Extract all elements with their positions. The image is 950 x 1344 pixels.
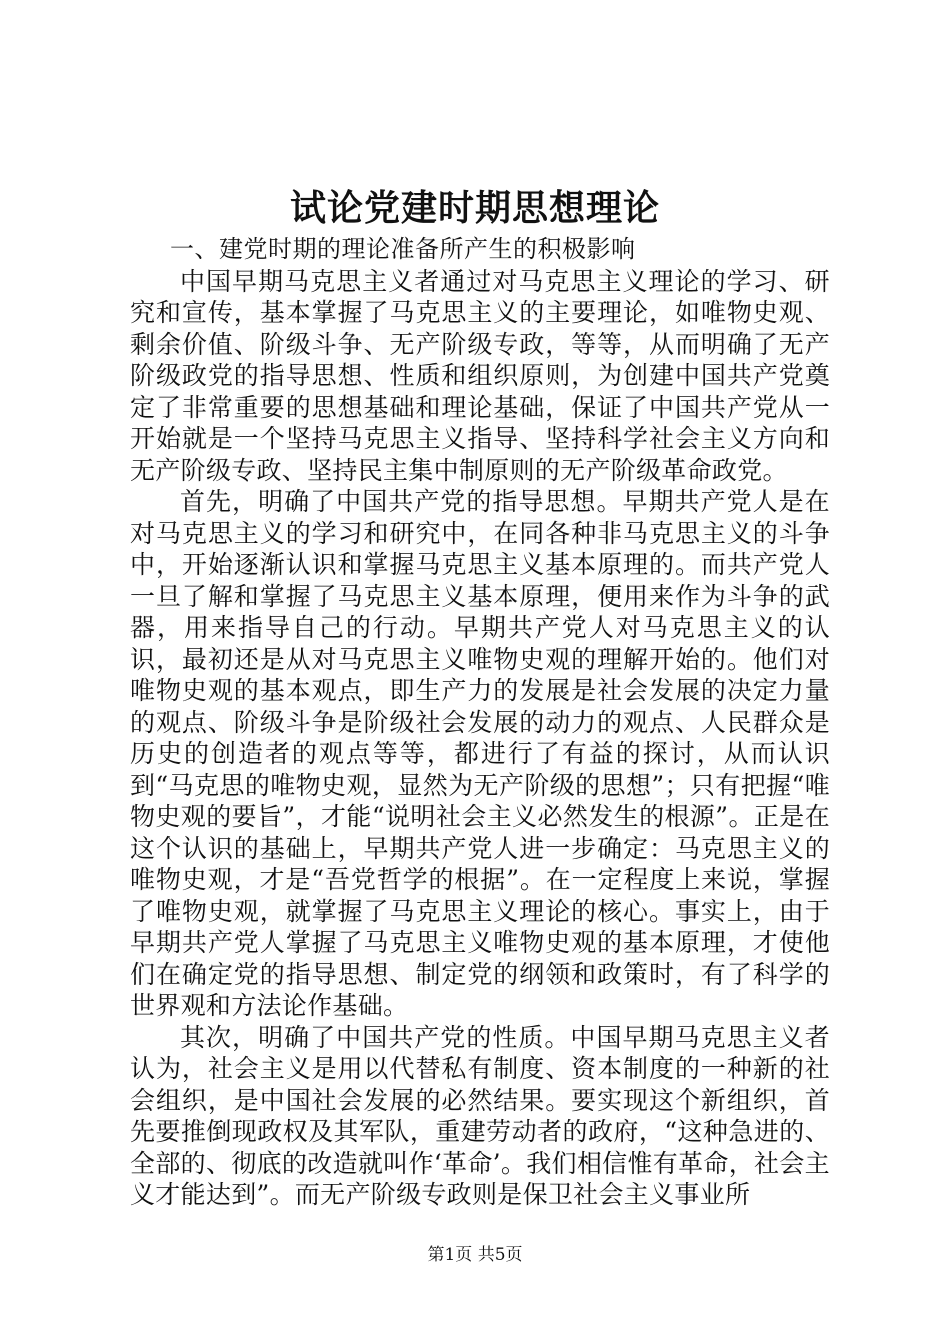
paragraph-2: 首先，明确了中国共产党的指导思想。早期共产党人是在对马克思主义的学习和研究中，在同各种非马克思主义的斗争中，开始逐渐认识和掌握马克思主义基本原理的。而共产党人一旦了解和掌握了马克思主义基本原理，便用来作为斗争的武器，用来指导自己的行动。早期共产党人对马克思主义的认识，最初还是从对马克思主义唯物史观的理解开始的。他们对唯物史观的基本观点，即生产力的发展是社会发展的决定力量的观点、阶级斗争是阶级社会发展的动力的观点、人民群众是历史的创造者的观点等等，都进行了有益的探讨，从而认识到“马克思的唯物史观，显然为无产阶级的思想”；只有把握“唯物史观的要旨”，才能“说明社会主义必然发生的根源”。正是在这个认识的基础上，早期共产党人进一步确定：马克思主义的唯物史观，才是“吾党哲学的根据”。在一定程度上来说，掌握了唯物史观，就掌握了马克思主义理论的核心。事实上，由于早期共产党人掌握了马克思主义唯物史观的基本原理，才使他们在确定党的指导思想、制定党的纲领和政策时，有了科学的世界观和方法论作基础。 [130,487,830,1020]
document-body [130,234,830,1211]
page-number-footer: 第1页 共5页 [427,1245,523,1265]
section-heading: 一、建党时期的理论准备所产生的积极影响 [170,235,636,263]
paragraph-3: 其次，明确了中国共产党的性质。中国早期马克思主义者认为，社会主义是用以代替私有制度、资本制度的一种新的社会组织，是中国社会发展的必然结果。要实现这个新组织，首先要推倒现政权及其军队，重建劳动者的政府，“这种急进的、全部的、彻底的改造就叫作‘革命’。我们相信惟有革命，社会主义才能达到”。而无产阶级专政则是保卫社会主义事业所 [130,1022,830,1209]
paragraph-1: 中国早期马克思主义者通过对马克思主义理论的学习、研究和宣传，基本掌握了马克思主义的主要理论，如唯物史观、剩余价值、阶级斗争、无产阶级专政，等等，从而明确了无产阶级政党的指导思想、性质和组织原则，为创建中国共产党奠定了非常重要的思想基础和理论基础，保证了中国共产党从一开始就是一个坚持马克思主义指导、坚持科学社会主义方向和无产阶级专政、坚持民主集中制原则的无产阶级革命政党。 [130,266,830,485]
document-title: 试论党建时期思想理论 [289,187,660,229]
